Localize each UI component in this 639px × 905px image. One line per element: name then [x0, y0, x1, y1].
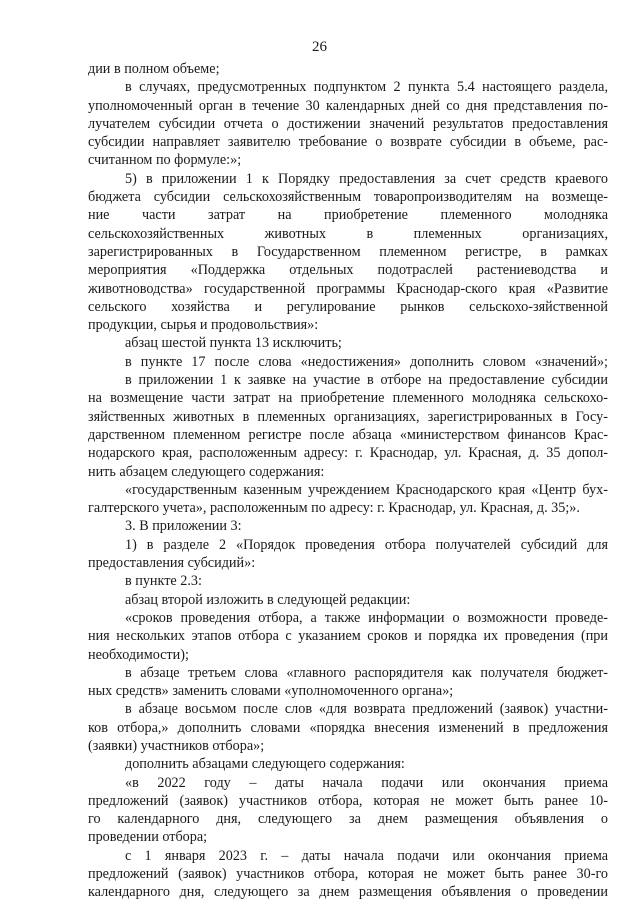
text-line: в приложении 1 к заявке на участие в отборе на предоставление субсидии	[125, 372, 608, 389]
text-line: предоставления субсидий»:	[88, 555, 256, 572]
text-line: предложений (заявок) участников отбора, которая не может быть ранее 30-го	[88, 866, 608, 883]
text-line: сельскохозяйственных животных в племенных организациях,	[88, 225, 608, 242]
text-line: го календарного дня, следующего за днем размещения объявления о	[88, 811, 608, 828]
text-line: (заявки) участников отбора»;	[88, 737, 265, 754]
text-line: абзац второй изложить в следующей редакции:	[125, 591, 411, 608]
text-line: в случаях, предусмотренных подпунктом 2 пункта 5.4 настоящего раздела,	[125, 79, 608, 96]
text-line: считанном по формуле:»;	[88, 152, 242, 169]
text-line: дополнить абзацами следующего содержания:	[125, 756, 405, 773]
text-line: 1) в разделе 2 «Порядок проведения отбора получателей субсидий для	[125, 536, 608, 553]
text-line: в абзаце третьем слова «главного распорядителя как получателя бюджет-	[125, 664, 608, 681]
text-line: календарного дня, следующего за днем размещения объявления о проведении	[88, 884, 608, 901]
text-line: зяйственных животных в племенных организациях, зарегистрированных в Госу-	[88, 408, 608, 425]
text-line: нодарского края, расположенным адресу: г. Краснодар, ул. Красная, д. 35 допол-	[88, 445, 608, 462]
text-line: предложений (заявок) участников отбора, которая не может быть ранее 10-	[88, 792, 608, 809]
page-number: 26	[312, 39, 327, 55]
text-line: дарственном племенном регистре после абзаца «министерством финансов Крас-	[88, 426, 608, 443]
text-line: мероприятия «Поддержка отдельных подотраслей растениеводства и	[88, 262, 608, 279]
text-line: с 1 января 2023 г. – даты начала подачи или окончания приема	[125, 847, 608, 864]
text-line: животноводства» государственной программы Краснодар-ского края «Развитие	[88, 280, 608, 297]
document-body	[88, 60, 608, 902]
text-line: в пункте 2.3:	[125, 573, 202, 590]
text-line: 5) в приложении 1 к Порядку предоставления за счет средств краевого	[125, 170, 608, 187]
text-line: нить абзацем следующего содержания:	[88, 463, 325, 480]
text-line: на возмещение части затрат на приобретение племенного молодняка сельскохо-	[88, 390, 608, 407]
text-line: ние части затрат на приобретение племенного молодняка	[88, 207, 608, 224]
text-line: абзац шестой пункта 13 исключить;	[125, 335, 342, 352]
text-line: продукции, сырья и продовольствия»:	[88, 317, 319, 334]
text-line: субсидии направляет заявителю требование о возврате субсидии в объеме, рас-	[88, 134, 608, 151]
text-line: необходимости);	[88, 646, 189, 663]
text-line: бюджета субсидии сельскохозяйственным товаропроизводителям на возмеще-	[88, 189, 608, 206]
text-line: «государственным казенным учреждением Краснодарского края «Центр бух-	[125, 481, 608, 498]
text-line: галтерского учета», расположенным по адресу: г. Краснодар, ул. Красная, д. 35;».	[88, 500, 580, 517]
text-line: проведении отбора;	[88, 829, 208, 846]
text-line: сельского хозяйства и регулирование рынков сельскохо-зяйственной	[88, 298, 608, 315]
text-line: уполномоченный орган в течение 30 календарных дней со дня представления по-	[88, 97, 608, 114]
text-line: лучателем субсидии отчета о достижении значений результатов предоставления	[88, 115, 608, 132]
text-line: дии в полном объеме;	[88, 61, 220, 77]
text-line: «в 2022 году – даты начала подачи или окончания приема	[125, 774, 608, 791]
text-line: 3. В приложении 3:	[125, 518, 242, 535]
text-line: ков отбора,» дополнить словами «порядка внесения изменений в предложения	[88, 719, 608, 736]
text-line: зарегистрированных в Государственном племенном регистре, в рамках	[88, 243, 608, 260]
text-line: ния нескольких этапов отбора с указанием сроков и порядка их проведения (при	[88, 628, 608, 645]
text-line: «сроков проведения отбора, а также информации о возможности проведе-	[125, 609, 608, 626]
text-line: в абзаце восьмом после слов «для возврата предложений (заявок) участни-	[125, 701, 608, 718]
text-line: ных средств» заменить словами «уполномоченного органа»;	[88, 683, 454, 700]
text-line: в пункте 17 после слова «недостижения» дополнить словом «значений»;	[125, 353, 608, 370]
